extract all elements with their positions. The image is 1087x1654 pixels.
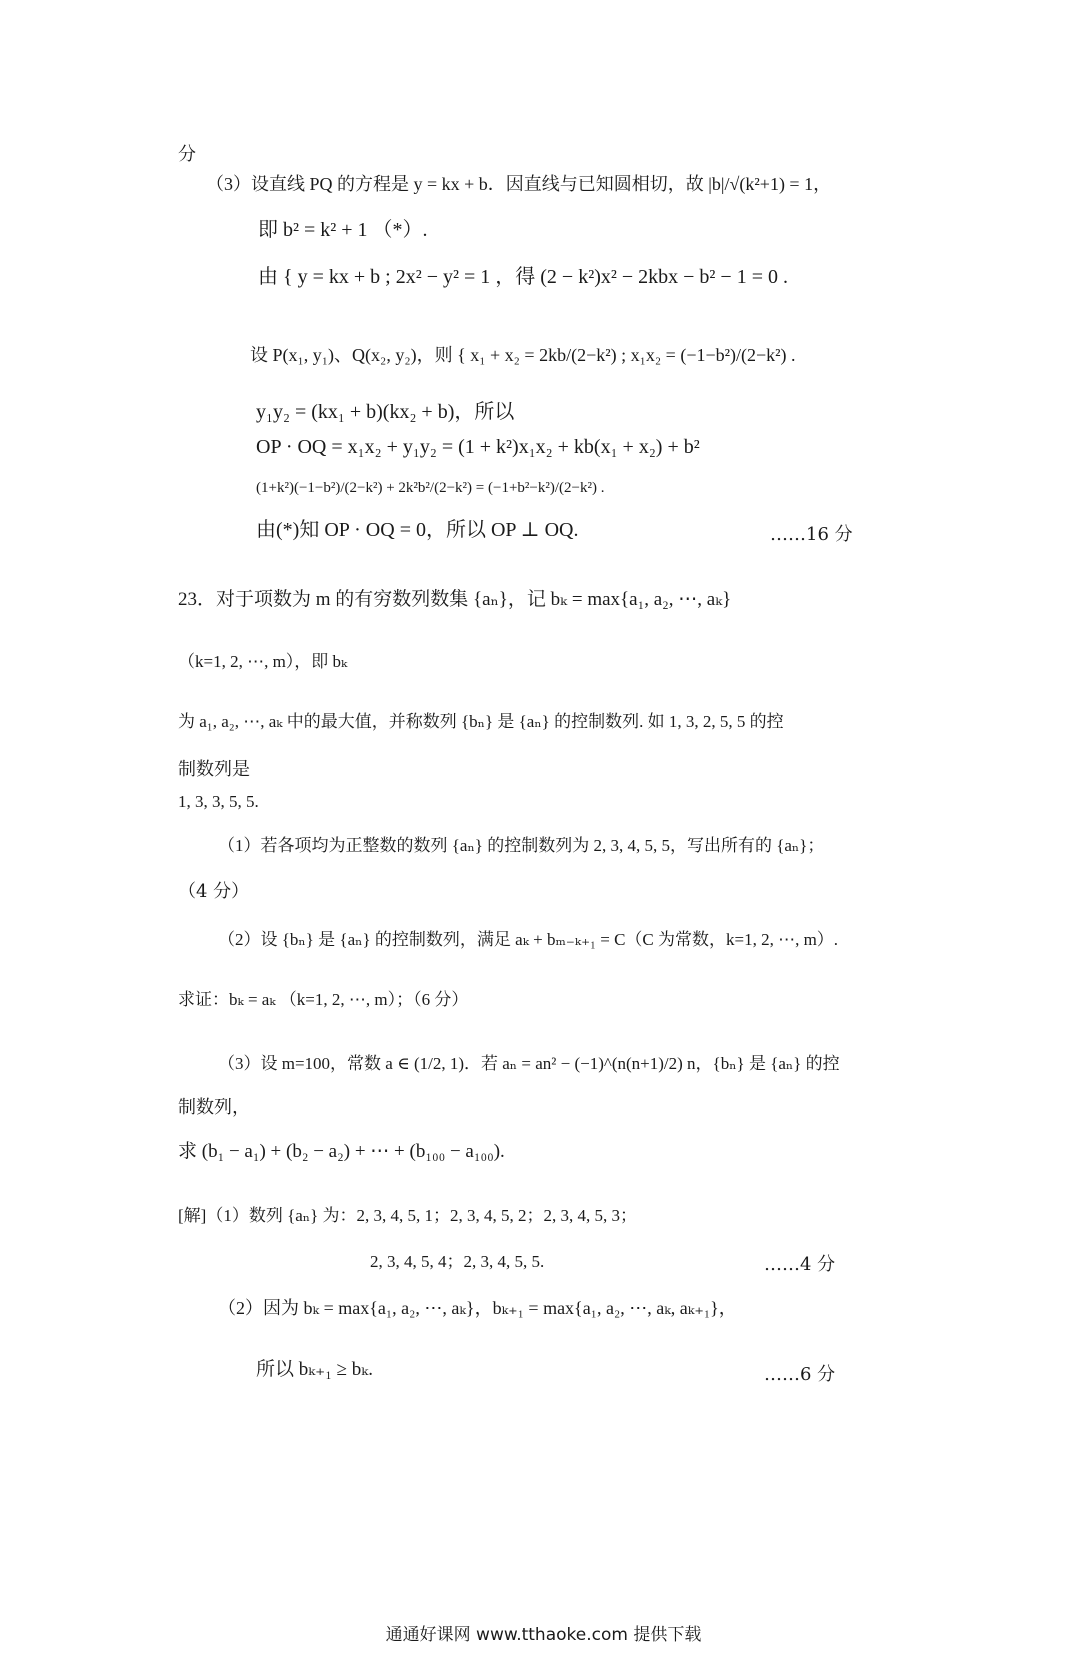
text-line: （3）设 m=100，常数 a ∈ (1/2, 1)．若 aₙ = an² − (−1)^(n(n+1)/2) n，{bₙ} 是 {aₙ} 的控 (218, 1054, 840, 1073)
text-line: OP · OQ = x₁x₂ + y₁y₂ = (1 + k²)x₁x₂ + kb(x₁ + x₂) + b² (256, 436, 700, 458)
text-line: 为 a₁, a₂, ⋯, aₖ 中的最大值，并称数列 {bₙ} 是 {aₙ} 的控制数列. 如 1, 3, 2, 5, 5 的控 (178, 712, 784, 731)
text-line: （2）设 {bₙ} 是 {aₙ} 的控制数列，满足 aₖ + bₘ₋ₖ₊₁ = C（C 为常数，k=1, 2, ⋯, m）. (218, 930, 839, 949)
text-line: 23．对于项数为 m 的有穷数列数集 {aₙ}，记 bₖ = max{a₁, a₂, ⋯, aₖ} (178, 589, 732, 610)
text-line: （k=1, 2, ⋯, m），即 bₖ (178, 652, 348, 671)
text-line: （1）若各项均为正整数的数列 {aₙ} 的控制数列为 2, 3, 4, 5, 5，写出所有的 {aₙ}； (218, 836, 825, 855)
text-line: 由(*)知 OP · OQ = 0，所以 OP ⊥ OQ. (256, 519, 579, 541)
text-line: y₁y₂ = (kx₁ + b)(kx₂ + b)，所以 (256, 401, 515, 423)
score-mark: ……6 分 (764, 1364, 836, 1385)
page-footer: 通通好课网 www.tthaoke.com 提供下载 (385, 1625, 702, 1645)
text-line: 2, 3, 4, 5, 4；2, 3, 4, 5, 5. (370, 1252, 545, 1271)
text-line: 制数列是 (178, 759, 250, 780)
text-line: （2）因为 bₖ = max{a₁, a₂, ⋯, aₖ}，bₖ₊₁ = max{a₁, a₂, ⋯, aₖ, aₖ₊₁}， (218, 1298, 737, 1318)
text-line: 设 P(x₁, y₁)、Q(x₂, y₂)，则 { x₁ + x₂ = 2kb/(2−k²) ; x₁x₂ = (−1−b²)/(2−k²) . (250, 345, 796, 365)
text-line: (1+k²)(−1−b²)/(2−k²) + 2k²b²/(2−k²) = (−1+b²−k²)/(2−k²) . (256, 480, 605, 496)
text-line: 制数列， (178, 1097, 250, 1118)
text-line: 1, 3, 3, 5, 5. (178, 792, 259, 811)
text-line: 分 (178, 144, 196, 165)
text-line: （4 分） (178, 881, 250, 902)
text-line: 所以 bₖ₊₁ ≥ bₖ. (256, 1359, 373, 1380)
text-line: （3）设直线 PQ 的方程是 y = kx + b．因直线与已知圆相切，故 |b|/√(k²+1) = 1， (206, 174, 832, 194)
text-line: 求 (b₁ − a₁) + (b₂ − a₂) + ⋯ + (b₁₀₀ − a₁₀₀). (178, 1141, 505, 1162)
text-line: [解]（1）数列 {aₙ} 为：2, 3, 4, 5, 1；2, 3, 4, 5, 2；2, 3, 4, 5, 3； (178, 1206, 638, 1225)
text-line: 求证：bₖ = aₖ （k=1, 2, ⋯, m）；（6 分） (178, 990, 469, 1009)
text-line: 即 b² = k² + 1 （*）. (258, 219, 428, 241)
score-mark: ……4 分 (764, 1254, 836, 1275)
text-line: 由 { y = kx + b ; 2x² − y² = 1 ，得 (2 − k²)x² − 2kbx − b² − 1 = 0 . (258, 266, 788, 288)
score-mark: ……16 分 (770, 524, 853, 545)
